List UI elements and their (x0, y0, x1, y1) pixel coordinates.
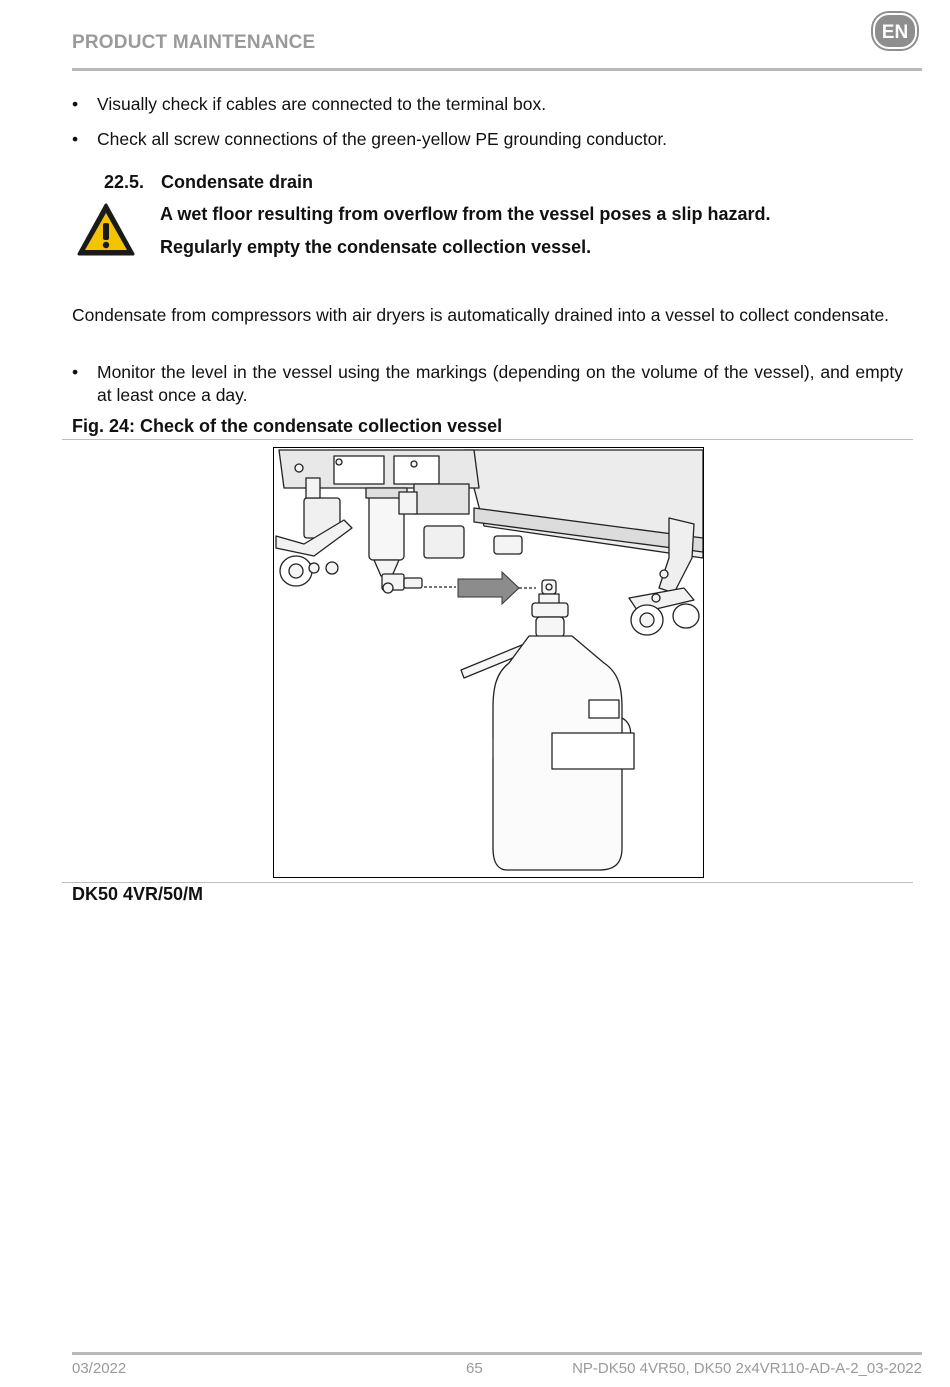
footer-date: 03/2022 (72, 1360, 127, 1377)
footer-divider (72, 1352, 922, 1355)
bullet-icon: • (72, 94, 79, 114)
figure-bottom-divider (62, 882, 913, 883)
list-item (72, 128, 912, 152)
bullet-icon: • (72, 129, 79, 149)
section-heading (104, 172, 313, 193)
section-number: 22.5. (104, 172, 145, 192)
language-badge-icon (870, 10, 920, 52)
header-divider (72, 68, 922, 71)
figure-top-divider (62, 439, 913, 440)
list-item-text: Visually check if cables are connected to the terminal box. (97, 94, 547, 114)
footer-document-id: NP-DK50 4VR50, DK50 2x4VR110-AD-A-2_03-2022 (572, 1360, 922, 1377)
condensate-vessel-illustration (274, 448, 703, 877)
page-header-title: PRODUCT MAINTENANCE (72, 32, 316, 53)
body-paragraph: Condensate from compressors with air dryers is automatically drained into a vessel to collect condensate. (72, 305, 890, 325)
list-item (72, 361, 903, 409)
model-label: DK50 4VR/50/M (72, 884, 204, 904)
figure-caption: Fig. 24: Check of the condensate collection vessel (72, 416, 503, 436)
bullet-icon: • (72, 362, 79, 382)
section-title: Condensate drain (161, 172, 314, 192)
warning-triangle-icon (76, 202, 136, 258)
list-item-text: Monitor the level in the vessel using the markings (depending on the volume of the vessel), and empty at least once a day. (97, 362, 903, 405)
warning-text: Regularly empty the condensate collection vessel. (160, 237, 592, 257)
language-badge-label: EN (881, 22, 909, 43)
warning-text: A wet floor resulting from overflow from the vessel poses a slip hazard. (160, 204, 771, 224)
language-badge (870, 10, 920, 52)
figure-illustration (273, 447, 704, 878)
list-item-text: Check all screw connections of the green-yellow PE grounding conductor. (97, 129, 668, 149)
list-item (72, 93, 912, 117)
footer-page-number: 65 (466, 1360, 483, 1377)
